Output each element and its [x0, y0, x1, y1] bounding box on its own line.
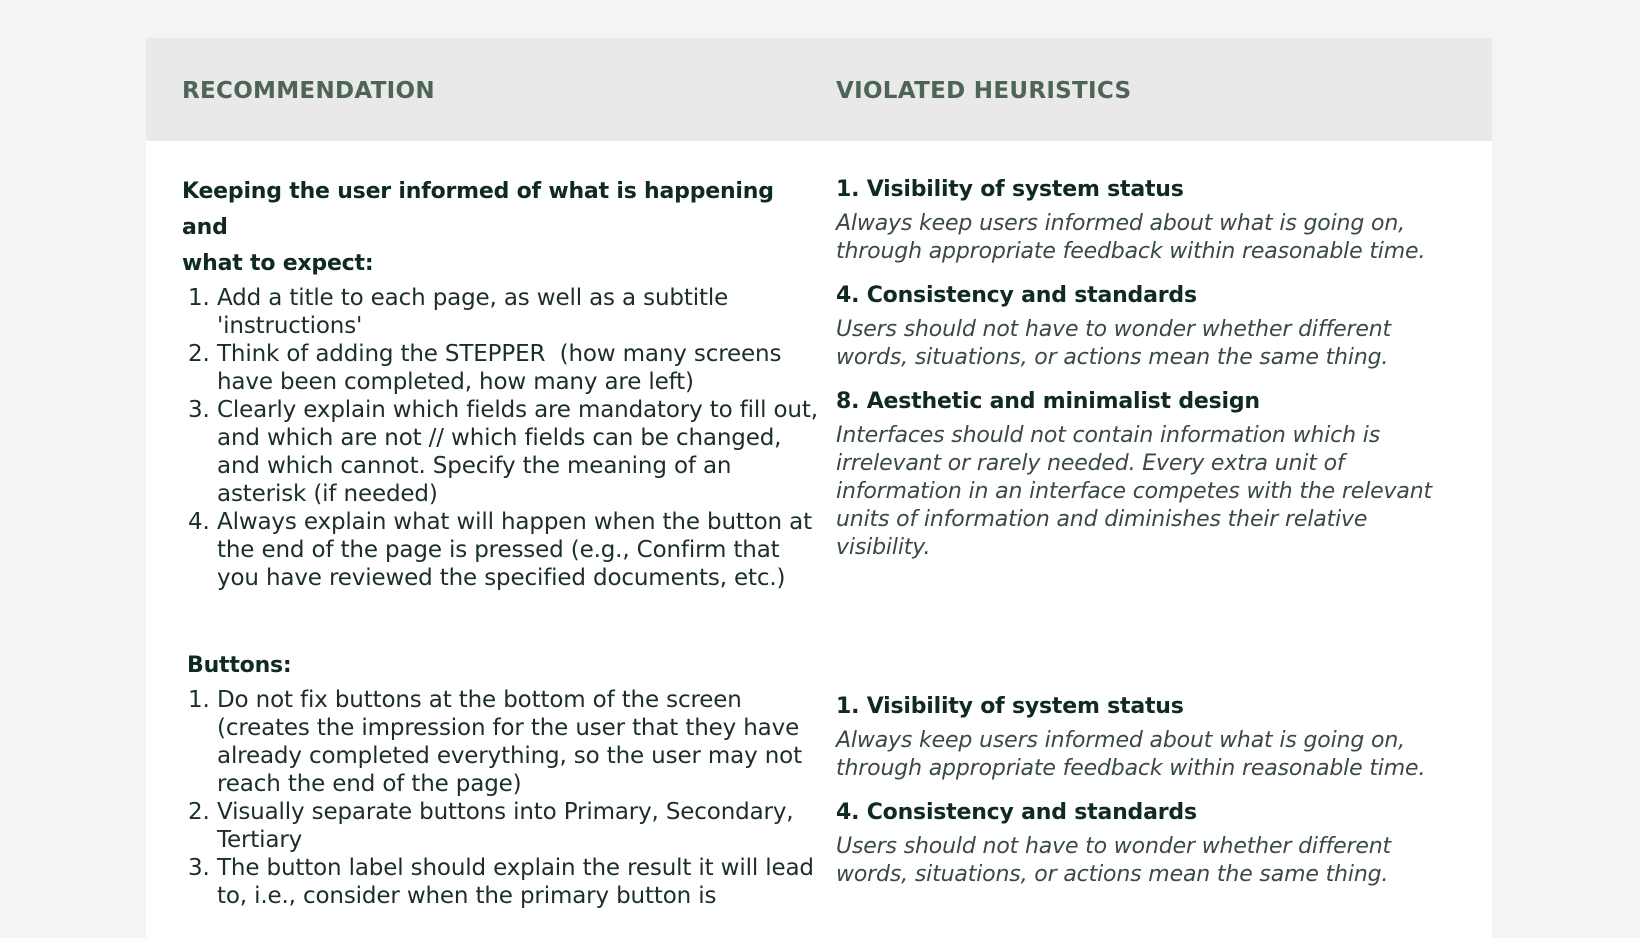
list-item-number: 3. — [188, 855, 210, 881]
recommendation-title-line: what to expect: — [182, 251, 374, 276]
heuristic-description: Always keep users informed about what is going on, through appropriate feedback within reasonable time. — [836, 211, 1426, 264]
heuristic-item — [836, 691, 1456, 783]
heuristic-title: 8. Aesthetic and minimalist design — [836, 389, 1260, 414]
list-item-text: Think of adding the STEPPER (how many screens have been completed, how many are left) — [217, 341, 782, 395]
column-header-violated-heuristics: VIOLATED HEURISTICS — [836, 78, 1132, 104]
list-item-text: Add a title to each page, as well as a subtitle 'instructions' — [217, 285, 729, 339]
recommendation-list — [182, 686, 822, 910]
recommendation-title-line: Keeping the user informed of what is happening and — [182, 179, 774, 240]
list-item — [182, 396, 822, 508]
recommendation-cell-2 — [182, 648, 822, 910]
list-item — [182, 798, 822, 854]
list-item — [182, 508, 822, 592]
heuristic-description: Always keep users informed about what is going on, through appropriate feedback within reasonable time. — [836, 728, 1426, 781]
list-item — [182, 854, 822, 910]
heuristic-description: Interfaces should not contain information which is irrelevant or rarely needed. Every extra unit of information in an interface competes with the relevant units of information and diminishes their relative visibility. — [836, 423, 1432, 560]
list-item-number: 1. — [188, 687, 210, 713]
list-item-text: Clearly explain which fields are mandatory to fill out, and which are not // which fields can be changed, and which cannot. Specify the meaning of an asterisk (if needed) — [217, 397, 818, 507]
heuristic-item — [836, 174, 1456, 266]
list-item-number: 2. — [188, 799, 210, 825]
heuristics-cell-2 — [836, 691, 1456, 889]
list-item-text: Visually separate buttons into Primary, Secondary, Tertiary — [217, 799, 794, 853]
heuristic-item — [836, 280, 1456, 372]
list-item-text: The button label should explain the result it will lead to, i.e., consider when the primary button is — [217, 855, 814, 909]
list-item-number: 4. — [188, 509, 210, 535]
heuristic-item — [836, 797, 1456, 889]
heuristic-title: 4. Consistency and standards — [836, 283, 1197, 308]
table-header — [146, 38, 1492, 141]
heuristics-table — [146, 38, 1492, 938]
list-item-number: 2. — [188, 341, 210, 367]
list-item — [182, 284, 822, 340]
list-item-text: Do not fix buttons at the bottom of the screen (creates the impression for the user that they have already completed everything, so the user may not reach the end of the page) — [217, 687, 802, 797]
list-item — [182, 686, 822, 798]
heuristic-title: 1. Visibility of system status — [836, 177, 1184, 202]
column-header-recommendation: RECOMMENDATION — [182, 78, 435, 104]
heuristic-title: 1. Visibility of system status — [836, 694, 1184, 719]
recommendation-list — [182, 284, 822, 592]
list-item-text: Always explain what will happen when the button at the end of the page is pressed (e.g., Confirm that you have reviewed the specified documents, etc.) — [217, 509, 812, 591]
recommendation-title — [182, 174, 822, 282]
recommendation-cell-1 — [182, 174, 822, 592]
heuristic-item — [836, 386, 1456, 562]
heuristic-description: Users should not have to wonder whether different words, situations, or actions mean the same thing. — [836, 834, 1392, 887]
recommendation-title: Buttons: — [187, 653, 292, 678]
heuristics-cell-1 — [836, 174, 1456, 562]
heuristic-description: Users should not have to wonder whether different words, situations, or actions mean the same thing. — [836, 317, 1392, 370]
heuristic-title: 4. Consistency and standards — [836, 800, 1197, 825]
list-item — [182, 340, 822, 396]
list-item-number: 3. — [188, 397, 210, 423]
list-item-number: 1. — [188, 285, 210, 311]
